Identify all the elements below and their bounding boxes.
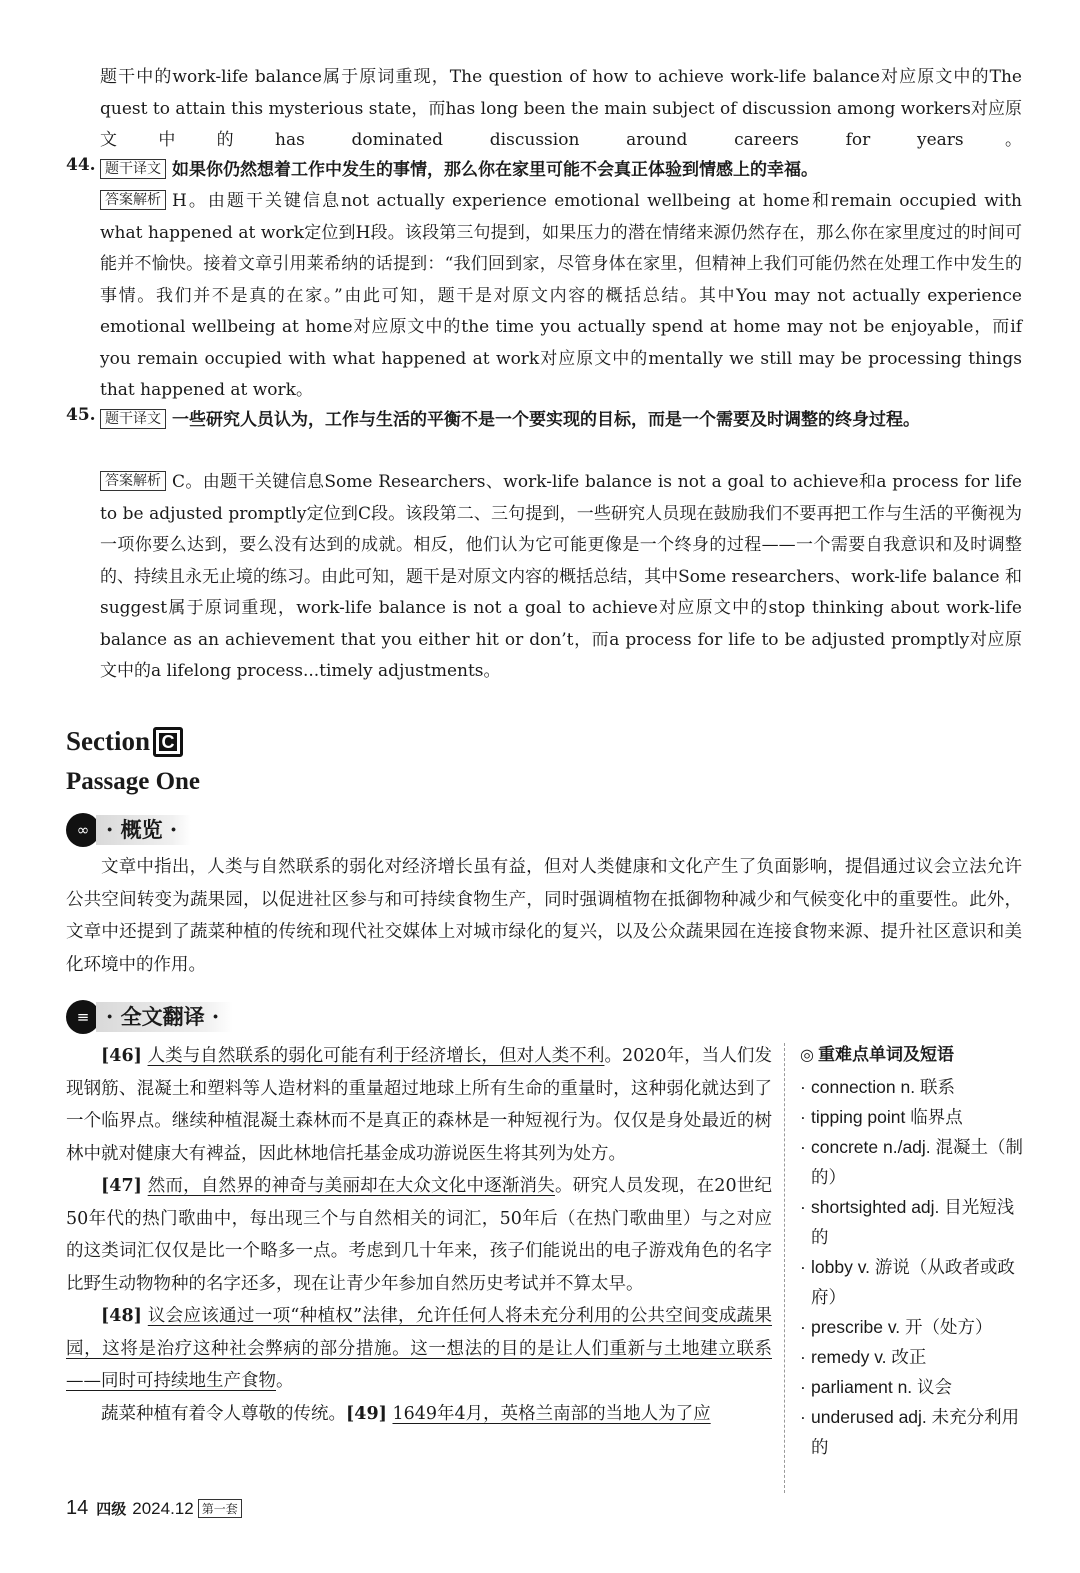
question-44-text: 如果你仍然想着工作中发生的事情，那么你在家里可能不会真正体验到情感上的幸福。 — [172, 160, 818, 180]
passage-title: Passage One — [66, 768, 201, 795]
list-icon: ≡ — [66, 1000, 100, 1034]
paragraph-46 — [66, 1040, 772, 1170]
analysis-tag: 答案解析 — [100, 190, 166, 210]
question-44-analysis — [100, 186, 1022, 407]
exam-level: 四级 — [96, 1500, 127, 1518]
question-tag: 题干译文 — [100, 409, 166, 429]
question-45-translation — [100, 405, 1022, 437]
underlined-47: 然而，自然界的神奇与美丽却在大众文化中逐渐消失 — [147, 1176, 555, 1196]
vocab-item: · connection n. 联系 — [800, 1072, 1025, 1102]
marker-48: [48] — [101, 1306, 142, 1326]
vocab-list — [800, 1072, 1025, 1462]
section-label: Section — [66, 726, 150, 756]
question-44-analysis-text: H。由题干关键信息not actually experience emotional wellbeing at home和remain occupied with what happened at work定位到H段。该段第三句提到，如果压力的潜在情绪来源仍然存在，那么你在家里度过的时间可能并不愉快。接着文章引用莱希纳的话提到：“我们回到家，尽管身体在家里，但精神上我们可能仍然在处理工作中发生的事情。我们并不是真的在家。”由此可知，题干是对原文内容的概括总结。其中You may not actually experience emotional wellbeing at home对应原文中的the time you actually spend at home may not be enjoyable，而if you remain occupied with what happened at work对应原文中的mentally we still may be processing things that happened at work。 — [100, 191, 1022, 400]
vocab-item: · shortsighted adj. 目光短浅的 — [800, 1192, 1025, 1252]
vocab-sidebar — [800, 1040, 1025, 1462]
vocab-item: · concrete n./adj. 混凝土（制的） — [800, 1132, 1025, 1192]
vocab-item: · lobby v. 游说（从政者或政府） — [800, 1252, 1025, 1312]
exam-set: 第一套 — [198, 1499, 242, 1518]
question-tag: 题干译文 — [100, 159, 166, 179]
translation-banner — [66, 999, 233, 1035]
top-paragraph: 题干中的work-life balance属于原词重现，The question of how to achieve work-life balance对应原文中的The quest to attain this mysterious state，而has long been the main subject of discussion among workers对应原文中的has dominated discussion around careers for years。 — [100, 67, 1022, 150]
paragraph-47 — [66, 1170, 772, 1300]
text-48: 。 — [276, 1371, 294, 1391]
question-45-analysis-text: C。由题干关键信息Some Researchers、work-life balance is not a goal to achieve和a process for life to be adjusted promptly定位到C段。该段第二、三句提到，一些研究人员现在鼓励我们不要再把工作与生活的平衡视为一项你要么达到，要么没有达到的成就。相反，他们认为它可能更像是一个终身的过程——一个需要自我意识和及时调整的、持续且永无止境的练习。由此可知，题干是对原文内容的概括总结，其中Some researchers、work-life balance 和suggest属于原词重现，work-life balance is not a goal to achieve对应原文中的stop thinking about work-life balance as an achievement that you either hit or don’t，而a process for life to be adjusted promptly对应原文中的a lifelong process...timely adjustments。 — [100, 472, 1022, 681]
overview-label: · 概览 · — [96, 815, 191, 845]
question-45-text: 一些研究人员认为，工作与生活的平衡不是一个要实现的目标，而是一个需要及时调整的终身过程。 — [172, 410, 920, 430]
translation-label: · 全文翻译 · — [96, 1002, 233, 1032]
paragraph-48 — [66, 1300, 772, 1398]
vocab-item: · parliament n. 议会 — [800, 1372, 1025, 1402]
text-47: 。研究人员发现，在20世纪50年代的热门歌曲中，每出现三个与自然相关的词汇，50年后（在热门歌曲里）与之对应的这类词汇仅仅是比一个略多一点。考虑到几十年来，孩子们能说出的电子游戏角色的名字比野生动物物种的名字还多，现在让青少年参加自然历史考试并不算太早。 — [66, 1176, 772, 1294]
text-49-lead: 蔬菜种植有着令人尊敬的传统。 — [101, 1403, 346, 1424]
overview-banner — [66, 812, 191, 848]
underlined-48: 议会应该通过一项“种植权”法律，允许任何人将未充分利用的公共空间变成蔬果园，这将是治疗这种社会弊病的部分措施。这一想法的目的是让人们重新与土地建立联系——同时可持续地生产食物 — [66, 1306, 772, 1391]
vocab-item: · underused adj. 未充分利用的 — [800, 1402, 1025, 1462]
paragraph-49 — [66, 1398, 772, 1431]
vocab-title-text: 重难点单词及短语 — [817, 1045, 954, 1065]
vocab-item: · prescribe v. 开（处方） — [800, 1312, 1025, 1342]
vocab-item: · remedy v. 改正 — [800, 1342, 1025, 1372]
text-46: 。2020年，当人们发现钢筋、混凝土和塑料等人造材料的重量超过地球上所有生命的重量时，这种弱化就达到了一个临界点。继续种植混凝土森林而不是真正的森林是一种短视行为。仅仅是身处最近的树林中就对健康大有裨益，因此林地信托基金成功游说医生将其列为处方。 — [66, 1046, 772, 1164]
section-heading — [66, 726, 183, 757]
question-44-translation — [100, 155, 1022, 187]
overview-text: 文章中指出，人类与自然联系的弱化对经济增长虽有益，但对人类健康和文化产生了负面影响，提倡通过议会立法允许公共空间转变为蔬果园，以促进社区参与和可持续食物生产，同时强调植物在抵御物种减少和气候变化中的重要性。此外，文章中还提到了蔬菜种植的传统和现代社交媒体上对城市绿化的复兴，以及公众蔬果园在连接食物来源、提升社区意识和美化环境中的作用。 — [66, 857, 1022, 975]
question-45-number: 45. — [66, 405, 96, 425]
question-45-analysis — [100, 467, 1022, 688]
analysis-tag: 答案解析 — [100, 471, 166, 491]
page-number: 14 — [66, 1497, 89, 1519]
section-letter: C — [159, 733, 177, 751]
page-footer — [66, 1497, 242, 1520]
question-44-number: 44. — [66, 155, 96, 175]
marker-49: [49] — [346, 1403, 387, 1424]
vocab-title — [800, 1040, 1025, 1070]
section-letter-box — [153, 727, 183, 757]
translation-column — [66, 1040, 772, 1430]
underlined-46: 人类与自然联系的弱化可能有利于经济增长，但对人类不利 — [147, 1046, 605, 1066]
exam-date: 2024.12 — [132, 1498, 194, 1518]
column-divider — [784, 1043, 785, 1493]
marker-47: [47] — [101, 1176, 142, 1196]
glasses-icon: ∞ — [66, 813, 100, 847]
target-icon: ◎ — [800, 1045, 814, 1064]
vocab-item: · tipping point 临界点 — [800, 1102, 1025, 1132]
underlined-49: 1649年4月，英格兰南部的当地人为了应 — [392, 1403, 711, 1424]
marker-46: [46] — [101, 1046, 142, 1066]
